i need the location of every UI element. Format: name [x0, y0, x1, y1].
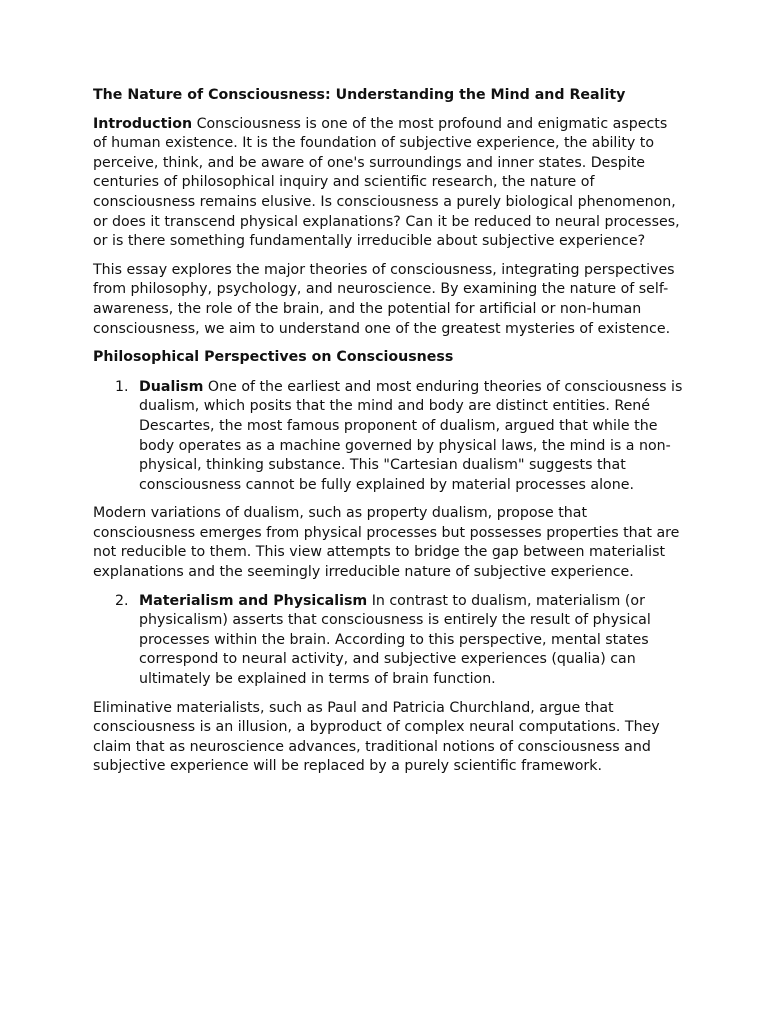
materialism-followup-paragraph: Eliminative materialists, such as Paul and Patricia Churchland, argue that consciousness is an illusion, a byproduct of complex neural computations. They claim that as neuroscience advances, traditional notions of consciousness and subjective experience will be replaced by a purely scientific framework.: [93, 699, 660, 775]
list-item-text: One of the earliest and most enduring theories of consciousness is dualism, which posits that the mind and body are distinct entities. René Descartes, the most famous proponent of dualism, argued that while the body operates as a machine governed by physical laws, the mind is a non-physical, thinking substance. This "Cartesian dualism" suggests that consciousness cannot be fully explained by material processes alone.: [139, 378, 683, 493]
list-item-materialism: [93, 592, 685, 690]
essay-paragraph: This essay explores the major theories of consciousness, integrating perspectives from philosophy, psychology, and neuroscience. By examining the nature of self-awareness, the role of the brain, and the potential for artificial or non-human consciousness, we aim to understand one of the greatest mysteries of existence.: [93, 261, 675, 337]
list-item-text: In contrast to dualism, materialism (or physicalism) asserts that consciousness is entirely the result of physical processes within the brain. According to this perspective, mental states correspond to neural activity, and subjective experiences (qualia) can ultimately be explained in terms of brain function.: [139, 592, 651, 688]
list-item-dualism: [93, 378, 685, 496]
intro-label: Introduction: [93, 115, 193, 132]
section-heading: Philosophical Perspectives on Consciousness: [93, 349, 454, 366]
dualism-followup-paragraph: Modern variations of dualism, such as property dualism, propose that consciousness emerges from physical processes but possesses properties that are not reducible to them. This view attempts to bridge the gap between materialist explanations and the seemingly irreducible nature of subjective experience.: [93, 505, 680, 581]
list-number: 2.: [115, 592, 129, 609]
intro-paragraph: [93, 115, 685, 252]
list-number: 1.: [115, 378, 129, 395]
list-item-label: Materialism and Physicalism: [139, 592, 368, 609]
document-page: [93, 86, 685, 786]
document-title: The Nature of Consciousness: Understanding the Mind and Reality: [93, 87, 626, 103]
intro-text: Consciousness is one of the most profound and enigmatic aspects of human existence. It is the foundation of subjective experience, the ability to perceive, think, and be aware of one's surroundings and inner states. Despite centuries of philosophical inquiry and scientific research, the nature of consciousness remains elusive. Is consciousness a purely biological phenomenon, or does it transcend physical explanations? Can it be reduced to neural processes, or is there something fundamentally irreducible about subjective experience?: [93, 115, 680, 250]
list-item-label: Dualism: [139, 378, 204, 395]
